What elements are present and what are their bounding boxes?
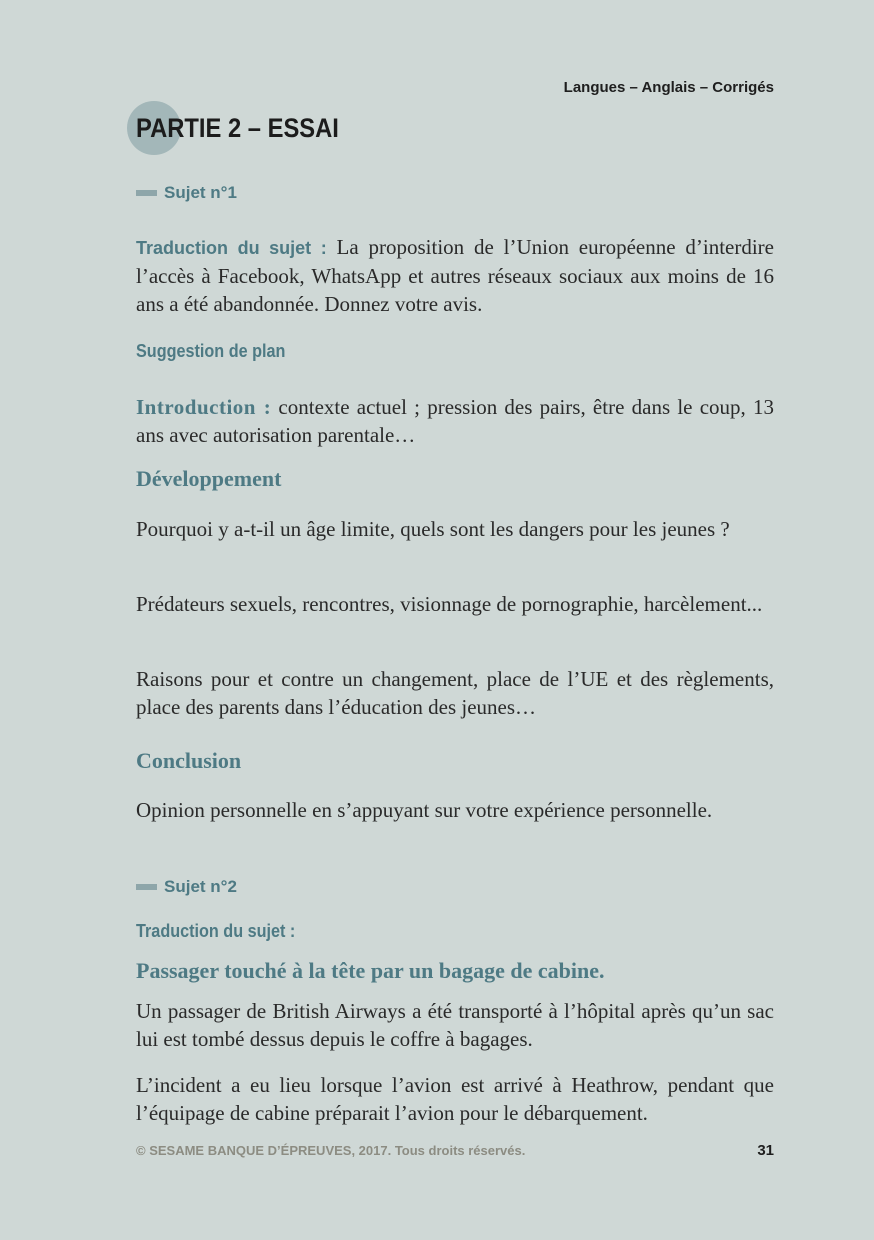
sujet-1-heading — [136, 183, 774, 203]
running-header: Langues – Anglais – Corrigés — [563, 79, 774, 96]
traduction-text: La proposition de l’Union européenne d’interdire l’accès à Facebook, WhatsApp et autres réseaux sociaux aux moins de 16 ans a été abandonnée. Donnez votre avis. — [136, 235, 774, 316]
part-title: PARTIE 2 – ESSAI — [136, 113, 339, 143]
introduction-text: contexte actuel ; pression des pairs, être dans le coup, 13 ans avec autorisation parentale… — [136, 395, 775, 447]
plan-heading-row — [136, 341, 774, 362]
conclusion-heading: Conclusion — [136, 748, 242, 773]
developpement-paragraph-1: Pourquoi y a-t-il un âge limite, quels sont les dangers pour les jeunes ? — [136, 517, 730, 541]
page-footer — [136, 1143, 774, 1158]
sujet-2-heading-text: Sujet n°2 — [164, 877, 237, 896]
page-number: 31 — [757, 1142, 774, 1159]
heading-bar-icon — [136, 190, 157, 196]
article-title: Passager touché à la tête par un bagage de cabine. — [136, 958, 605, 983]
traduction-label: Traduction du sujet : — [136, 238, 327, 258]
sujet-2-traduction-label: Traduction du sujet : — [136, 921, 296, 941]
sujet-1-traduction — [136, 233, 774, 318]
plan-heading: Suggestion de plan — [136, 341, 286, 361]
conclusion-paragraph: Opinion personnelle en s’appuyant sur votre expérience personnelle. — [136, 798, 713, 822]
sujet-1-heading-text: Sujet n°1 — [164, 183, 237, 202]
developpement-heading: Développement — [136, 466, 282, 491]
sujet-2-heading — [136, 877, 774, 897]
sujet-2-paragraph-2: L’incident a eu lieu lorsque l’avion est arrivé à Heathrow, pendant que l’équipage de cabine préparait l’avion pour le débarquement. — [136, 1073, 774, 1125]
developpement-paragraph-3: Raisons pour et contre un changement, place de l’UE et des règlements, place des parents dans l’éducation des jeunes… — [136, 667, 774, 719]
sujet-2-paragraph-1: Un passager de British Airways a été transporté à l’hôpital après qu’un sac lui est tombé dessus depuis le coffre à bagages. — [136, 999, 774, 1051]
introduction-paragraph — [136, 393, 774, 449]
introduction-label: Introduction : — [136, 395, 272, 419]
sujet-2-traduction-row — [136, 921, 774, 942]
copyright-notice: © SESAME BANQUE D’ÉPREUVES, 2017. Tous droits réservés. — [136, 1143, 526, 1158]
developpement-paragraph-2: Prédateurs sexuels, rencontres, visionnage de pornographie, harcèlement... — [136, 592, 763, 616]
heading-bar-icon — [136, 884, 157, 890]
